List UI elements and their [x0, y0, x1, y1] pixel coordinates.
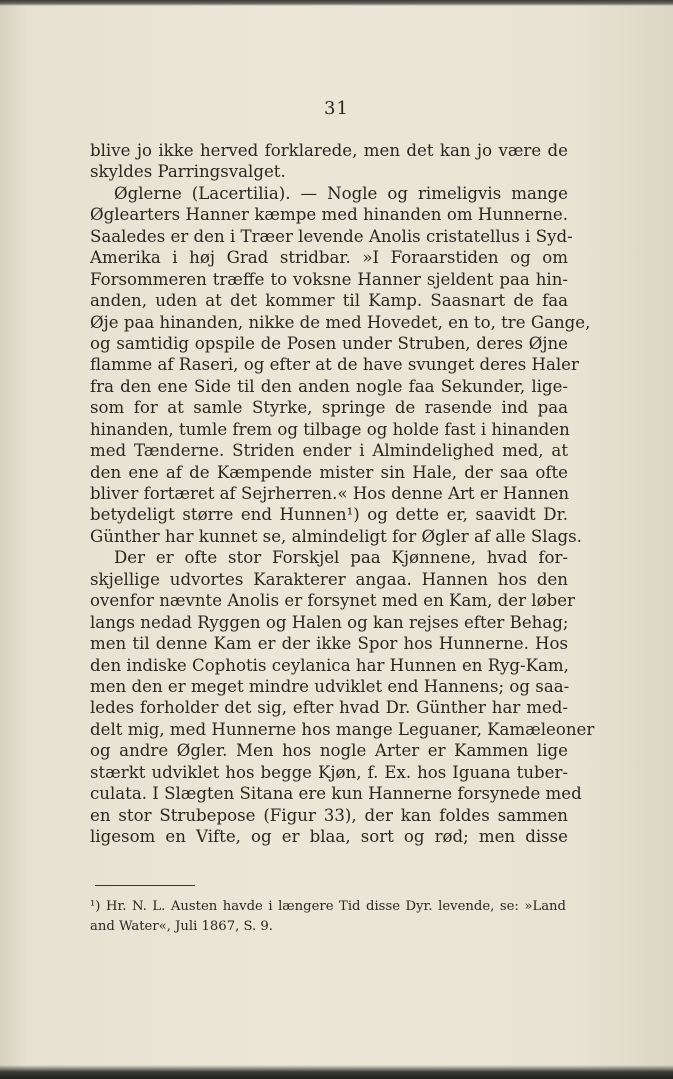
- text-line: hinanden, tumle frem og tilbage og holde fast i hinanden: [90, 419, 570, 439]
- footnote: [90, 897, 566, 936]
- text-line: Saaledes er den i Træer levende Anolis cristatellus i Syd-: [90, 226, 573, 246]
- text-line: Øglerne (Lacertilia). — Nogle og rimeligvis mange: [114, 183, 568, 203]
- text-line: og andre Øgler. Men hos nogle Arter er Kammen lige: [90, 741, 568, 761]
- text-line: ledes forholder det sig, efter hvad Dr. Günther har med-: [90, 698, 568, 718]
- text-line: ovenfor nævnte Anolis er forsynet med en Kam, der løber: [90, 591, 575, 611]
- text-line: bliver fortæret af Sejrherren.« Hos denne Art er Hannen: [90, 484, 570, 503]
- text-line: ligesom en Vifte, og er blaa, sort og rød; men disse: [90, 827, 568, 846]
- text-line: stærkt udviklet hos begge Kjøn, f. Ex. hos Iguana tuber-: [90, 762, 568, 782]
- text-line: Der er ofte stor Forskjel paa Kjønnene, hvad for-: [114, 548, 568, 568]
- text-line: Amerika i høj Grad stridbar. »I Foraarstiden og om: [90, 248, 568, 268]
- text-line: fra den ene Side til den anden nogle faa Sekunder, lige-: [90, 376, 568, 396]
- text-line: som for at samle Styrke, springe de rasende ind paa: [90, 398, 568, 418]
- text-line: men den er meget mindre udviklet end Hannens; og saa-: [90, 676, 570, 696]
- text-line: den indiske Cophotis ceylanica har Hunnen en Ryg-Kam,: [90, 655, 569, 675]
- text-line: med Tænderne. Striden ender i Almindelighed med, at: [90, 441, 568, 461]
- text-line: Forsommeren træffe to voksne Hanner sjeldent paa hin-: [90, 269, 568, 289]
- text-line: skyldes Parringsvalget.: [90, 162, 286, 182]
- text-line: langs nedad Ryggen og Halen og kan rejses efter Behag;: [90, 612, 569, 632]
- text-line: Øje paa hinanden, nikke de med Hovedet, en to, tre Gange,: [90, 312, 591, 332]
- text-line: Günther har kunnet se, almindeligt for Øgler af alle Slags.: [90, 526, 582, 546]
- text-line: men til denne Kam er der ikke Spor hos Hunnerne. Hos: [90, 634, 568, 654]
- scan-top-edge: [0, 0, 673, 6]
- text-line: culata. I Slægten Sitana ere kun Hannerne forsynede med: [90, 784, 582, 804]
- text-line: delt mig, med Hunnerne hos mange Leguaner, Kamæleoner: [90, 719, 595, 739]
- footnote-line: and Water«, Juli 1867, S. 9.: [90, 918, 274, 934]
- footnote-divider: [95, 885, 195, 886]
- text-line: skjellige udvortes Karakterer angaa. Hannen hos den: [90, 569, 568, 589]
- text-line: og samtidig opspile de Posen under Struben, deres Øjne: [90, 333, 568, 353]
- text-line: betydeligt større end Hunnen¹) og dette er, saavidt Dr.: [90, 505, 568, 525]
- scan-bottom-edge: [0, 1065, 673, 1079]
- text-line: Øglearters Hanner kæmpe med hinanden om Hunnerne.: [90, 205, 568, 225]
- text-line: anden, uden at det kommer til Kamp. Saasnart de faa: [90, 291, 568, 311]
- body-text: [90, 140, 595, 847]
- text-line: en stor Strubepose (Figur 33), der kan foldes sammen: [90, 805, 568, 825]
- text-line: blive jo ikke herved forklarede, men det kan jo være de: [90, 141, 568, 160]
- text-line: flamme af Raseri, og efter at de have svunget deres Haler: [90, 355, 579, 375]
- footnote-line: ¹) Hr. N. L. Austen havde i længere Tid disse Dyr. levende, se: »Land: [90, 899, 566, 914]
- page-number: 31: [324, 98, 349, 119]
- text-line: den ene af de Kæmpende mister sin Hale, der saa ofte: [90, 462, 568, 482]
